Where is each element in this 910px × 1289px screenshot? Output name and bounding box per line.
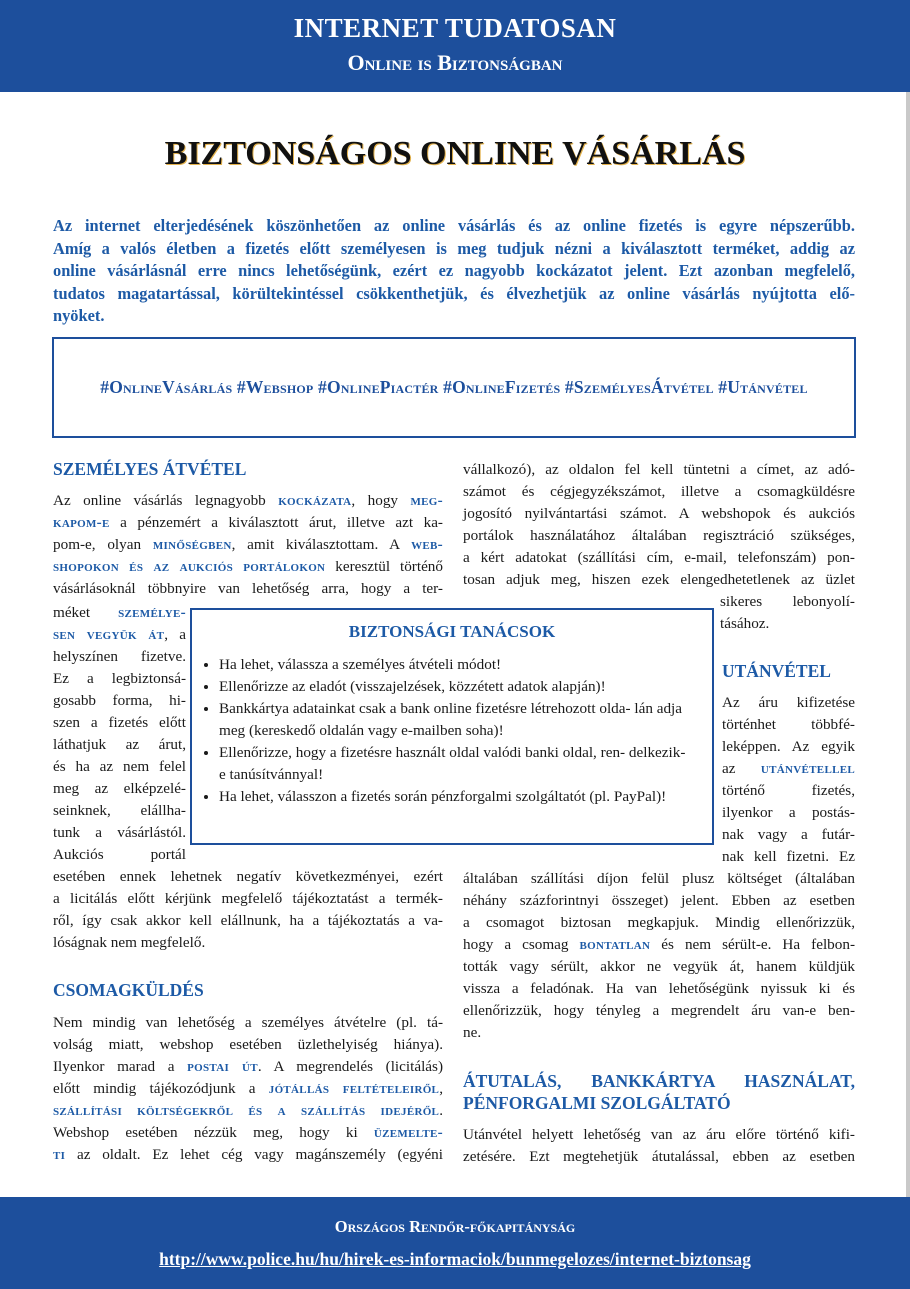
text-line: vásárlásoknál többnyire van lehetőség arra, hogy a ter-	[53, 580, 443, 597]
text-line: Utánvétel helyett lehetőség van az áru előre történő kifi-	[463, 1126, 855, 1143]
heading-csomagkuldes: CSOMAGKÜLDÉS	[53, 980, 204, 1000]
text-line: ti az oldalt. Ez lehet cég vagy magánszemély (egyéni	[53, 1146, 443, 1163]
text-line: szállítási költségekről és a szállítás idejéről.	[53, 1102, 443, 1119]
text-line: Az online vásárlás legnagyobb kockázata, hogy meg-	[53, 492, 443, 509]
text-line: tották vagy sérült, akkor ne vegyük át, hanem küldjük	[463, 958, 855, 975]
keyword: üzemelte-	[373, 1124, 443, 1141]
footer-org: Országos Rendőr-főkapitányság	[334, 1217, 576, 1236]
text-line: tosan adjuk meg, hiszen ezek elengedhetetlenek az üzlet	[463, 571, 855, 588]
text-line: a csomagot biztosan megkapjuk. Mindig ellenőrizzük,	[463, 914, 855, 931]
text-line: Az áru kifizetése	[722, 694, 855, 711]
keyword: kapom-e	[53, 514, 110, 531]
szemelyes-paragraph-narrow	[53, 602, 186, 866]
text-line: ellenőrizzük, hogy tényleg a megrendelt áru van-e ben-	[463, 1002, 855, 1019]
keyword: jótállás feltételeiről	[268, 1080, 440, 1097]
text-line: vissza a feladónak. Ha van lehetőségünk nyissuk ki és	[463, 980, 855, 997]
heading-atutalas	[463, 1070, 855, 1114]
utanvetel-wide	[463, 868, 855, 1044]
hashtags: #OnlineVásárlás #Webshop #OnlinePiactér #OnlineFizetés #SzemélyesÁtvétel #Utánvétel	[100, 377, 808, 397]
keyword: meg-	[410, 492, 443, 509]
heading-utanvetel: UTÁNVÉTEL	[722, 661, 831, 681]
header-title: INTERNET TUDATOSAN	[293, 13, 617, 43]
text-line: és ha az nem felel	[53, 758, 186, 775]
security-tips-box	[190, 608, 714, 845]
tip-item: • Ha lehet, válasszon a fizetés során pénzforgalmi szolgáltatót (pl. PayPal)!	[219, 786, 692, 808]
szemelyes-paragraph-wide	[53, 490, 443, 600]
tip-item: • Ellenőrizze, hogy a fizetésre használt oldal valódi banki oldal, ren- delkezik-e tanúsítvánnyal!	[219, 742, 692, 786]
right-column-top	[463, 459, 855, 591]
keyword: személye-	[118, 604, 186, 621]
text-line: történhet többfé-	[722, 716, 855, 733]
text-line: ne.	[463, 1024, 482, 1041]
atutalas-paragraph	[463, 1124, 855, 1168]
text-line: Nem mindig van lehetőség a személyes átvételre (pl. tá-	[53, 1014, 443, 1031]
text-line: helyszínen fizetve.	[53, 648, 186, 665]
text-line: pom-e, olyan minőségben, amit kiválasztottam. A web-	[53, 536, 443, 553]
szemelyes-paragraph-end	[53, 866, 443, 954]
text-line: hogy a csomag bontatlan és nem sérült-e. Ha felbon-	[463, 936, 856, 953]
text-line: szen a fizetés előtt	[53, 714, 186, 731]
tip-item: • Bankkártya adatainkat csak a bank online fizetésre létrehozott olda- lán adja meg (kereskedő oldalán vagy e-mailben soha)!	[219, 698, 692, 742]
text-line: előtt mindig tájékozódjunk a jótállás feltételeiről,	[53, 1080, 443, 1097]
hashtag-box	[52, 337, 856, 438]
text-line: shopokon és az aukciós portálokon keresztül történő	[53, 558, 443, 575]
page-footer	[0, 1197, 910, 1289]
intro-line: Az internet elterjedésének köszönhetően az online vásárlás és az online fizetés is egyre népszerűbb.	[53, 216, 855, 235]
keyword: ti	[53, 1146, 66, 1163]
text-line: ilyenkor a postás-	[722, 804, 855, 821]
intro-line: online vásárlásnál erre nincs lehetőségünk, ezért ez nagyobb kockázatot jelent. Ezt azonban megfelelő,	[53, 261, 855, 280]
text-line: jogosító nyilvántartási számot. A webshopok és aukciós	[463, 505, 855, 522]
intro-paragraph	[53, 215, 855, 328]
text-line: tásához.	[720, 615, 770, 632]
csomag-paragraph	[53, 1012, 443, 1166]
heading-line: ÁTUTALÁS, BANKKÁRTYA HASZNÁLAT,	[463, 1071, 855, 1091]
keyword: postai út	[187, 1058, 258, 1075]
text-line: gosabb forma, hi-	[53, 692, 186, 709]
text-line: portálok használatához általában regisztráció szükséges,	[463, 527, 855, 544]
keyword: szállítási költségekről és a szállítás idejéről	[53, 1102, 440, 1119]
tip-item: • Ellenőrizze az eladót (visszajelzések, közzétett adatok alapján)!	[219, 676, 692, 698]
text-line: a licitálás előtt kérjünk megfelelő tájékoztatást a termék-	[53, 890, 443, 907]
text-line: Ez a legbiztonsá-	[53, 670, 186, 687]
text-line: leképpen. Az egyik	[722, 738, 855, 755]
text-line: sikeres lebonyolí-	[720, 593, 855, 610]
text-line: Aukciós portál	[53, 846, 186, 863]
header-subtitle: Online is Biztonságban	[347, 50, 563, 75]
page-header	[0, 0, 910, 92]
text-line: méket személye-	[53, 604, 186, 621]
heading-szemelyes-atvetel: SZEMÉLYES ÁTVÉTEL	[53, 459, 247, 479]
text-line: történő fizetés,	[722, 782, 855, 799]
keyword: utánvétellel	[760, 760, 855, 777]
intro-line: Amíg a valós életben a fizetés előtt személyesen is meg tudjuk nézni a kiválasztott terméket, addig az	[53, 238, 855, 258]
text-line: volság miatt, webshop esetében üzlethelyiség hiánya).	[53, 1036, 443, 1053]
keyword: minőségben	[152, 536, 232, 553]
text-line: a kért adatokat (szállítási cím, e-mail, telefonszám) pon-	[463, 549, 855, 566]
text-line: zetésére. Ezt megtehetjük átutalással, ebben az esetben	[463, 1148, 855, 1165]
text-line: általában szállítási díjon felül plusz költséget (általában	[463, 870, 855, 887]
keyword: shopokon és az aukciós portálokon	[53, 558, 326, 575]
text-line: nak vagy a futár-	[722, 826, 855, 843]
keyword: web-	[411, 536, 443, 553]
text-line: láthatjuk az árut,	[53, 736, 186, 753]
heading-line: PÉNFORGALMI SZOLGÁLTATÓ	[463, 1093, 731, 1113]
page-title: BIZTONSÁGOS ONLINE VÁSÁRLÁS	[164, 135, 746, 172]
text-line: vállalkozó), az oldalon fel kell tüntetni a címet, az adó-	[463, 461, 855, 478]
text-line: ről, így csak akkor kell elállnunk, ha a tájékoztatás a va-	[53, 912, 443, 929]
text-line: az utánvétellel	[722, 760, 855, 777]
right-column-short	[720, 591, 855, 635]
text-line: Ilyenkor marad a postai út. A megrendelés (licitálás)	[53, 1058, 444, 1075]
utanvetel-narrow	[722, 692, 855, 868]
text-line: seinknek, elállha-	[53, 802, 186, 819]
text-line: kapom-e a pénzemért a kiválasztott árut, illetve azt ka-	[53, 514, 443, 531]
text-line: sen vegyük át, a	[53, 626, 186, 643]
tip-item: • Ha lehet, válassza a személyes átvételi módot!	[219, 654, 692, 676]
keyword: bontatlan	[579, 936, 651, 953]
text-line: meg az elképzelé-	[53, 780, 186, 797]
tips-title: BIZTONSÁGI TANÁCSOK	[348, 622, 556, 641]
text-line: számot és cégjegyzékszámot, illetve a csomagküldésre	[463, 483, 855, 500]
tips-list	[200, 654, 692, 808]
keyword: sen vegyük át	[53, 626, 165, 643]
text-line: néhány százforintnyi összeget) jelent. Ebben az esetben	[463, 892, 855, 909]
footer-url-link[interactable]: http://www.police.hu/hu/hirek-es-informaciok/bunmegelozes/internet-biztonsag	[159, 1249, 751, 1269]
keyword: kockázata	[278, 492, 352, 509]
text-line: lóságnak nem megfelelő.	[53, 934, 206, 951]
text-line: esetében ennek lehetnek negatív következményei, ezért	[53, 868, 443, 885]
text-line: nak kell fizetni. Ez	[722, 848, 855, 865]
page-edge-shadow	[906, 92, 910, 1197]
intro-line: nyöket.	[53, 306, 105, 325]
intro-line: tudatos magatartással, körültekintéssel csökkenthetjük, és élvezhetjük az online vásárlás nyújtotta elő-	[53, 283, 855, 303]
text-line: tunk a vásárlástól.	[53, 824, 186, 841]
text-line: Webshop esetében nézzük meg, hogy ki üzemelte-	[53, 1124, 443, 1141]
